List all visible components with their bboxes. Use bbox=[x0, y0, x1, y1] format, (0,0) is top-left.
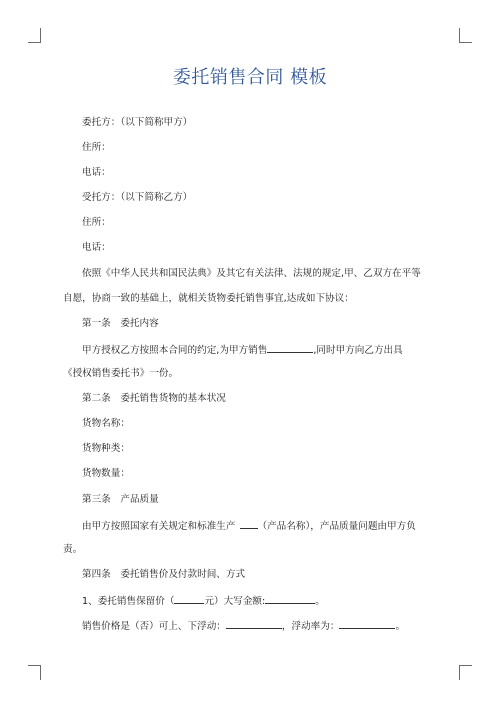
client-address-line: 住所： bbox=[82, 142, 111, 153]
crop-mark-bottom-left bbox=[40, 665, 41, 680]
crop-mark-top-right-h bbox=[459, 42, 472, 43]
preamble-line-1: 依照《中华人民共和国民法典》及其它有关法律、法规的规定,甲、乙双方在平等 bbox=[82, 268, 421, 279]
article-3-text-line-2: 责。 bbox=[63, 544, 83, 555]
reserve-price-line bbox=[82, 594, 325, 608]
crop-mark-bottom-left-h bbox=[28, 665, 41, 666]
agent-phone-line: 电话： bbox=[82, 242, 111, 253]
crop-mark-top-left bbox=[40, 28, 41, 43]
article-3-text-part-b: （产品名称），产品质量问题由甲方负 bbox=[257, 521, 416, 532]
client-phone-line: 电话： bbox=[82, 167, 111, 178]
article-4-heading: 第四条 委托销售价及付款时间、方式 bbox=[82, 569, 246, 580]
price-float-part-c: 。 bbox=[395, 621, 406, 632]
reserve-price-part-a: 1、委托销售保留价（ bbox=[82, 596, 175, 607]
article-1-text-part-b: ,同时甲方向乙方出具 bbox=[313, 345, 403, 356]
price-float-part-b: ，浮动率为： bbox=[281, 621, 340, 632]
article-3-text-line-1 bbox=[82, 519, 416, 533]
preamble-line-2: 自愿，协商一致的基础上，就相关货物委托销售事宜,达成如下协议： bbox=[63, 293, 354, 304]
crop-mark-bottom-right-h bbox=[459, 665, 472, 666]
product-name-blank[interactable] bbox=[240, 519, 258, 529]
reserve-price-part-b: 元）大写金额: bbox=[204, 596, 266, 607]
agent-address-line: 住所： bbox=[82, 217, 111, 228]
agent-line: 受托方：（以下简称乙方） bbox=[82, 192, 193, 203]
crop-mark-top-right bbox=[459, 28, 460, 43]
article-3-text-part-a: 由甲方按照国家有关规定和标准生产 bbox=[82, 521, 236, 532]
float-rate-blank[interactable] bbox=[339, 619, 395, 629]
client-line: 委托方：（以下简称甲方） bbox=[82, 117, 193, 128]
article-1-text-line-1 bbox=[82, 343, 403, 357]
float-range-blank[interactable] bbox=[226, 619, 282, 629]
document-title: 委托销售合同 模板 bbox=[172, 67, 328, 88]
article-2-heading: 第二条 委托销售货物的基本状况 bbox=[82, 393, 226, 404]
goods-type-line: 货物种类： bbox=[82, 443, 130, 454]
article-1-heading: 第一条 委托内容 bbox=[82, 318, 159, 329]
crop-mark-bottom-right bbox=[459, 665, 460, 680]
goods-name-line: 货物名称： bbox=[82, 418, 130, 429]
article-1-text-part-a: 甲方授权乙方按照本合同的约定,为甲方销售 bbox=[82, 345, 268, 356]
reserve-price-blank[interactable] bbox=[174, 594, 204, 604]
reserve-price-part-c: 。 bbox=[315, 596, 325, 607]
article-3-heading: 第三条 产品质量 bbox=[82, 494, 159, 505]
product-blank[interactable] bbox=[267, 343, 313, 353]
amount-in-words-blank[interactable] bbox=[265, 594, 315, 604]
price-float-line bbox=[82, 619, 405, 633]
price-float-part-a: 销售价格是（否）可上、下浮动： bbox=[82, 621, 226, 632]
goods-quantity-line: 货物数量： bbox=[82, 468, 130, 479]
crop-mark-top-left-h bbox=[28, 42, 41, 43]
article-1-text-line-2: 《授权销售委托书》一份。 bbox=[63, 368, 179, 379]
